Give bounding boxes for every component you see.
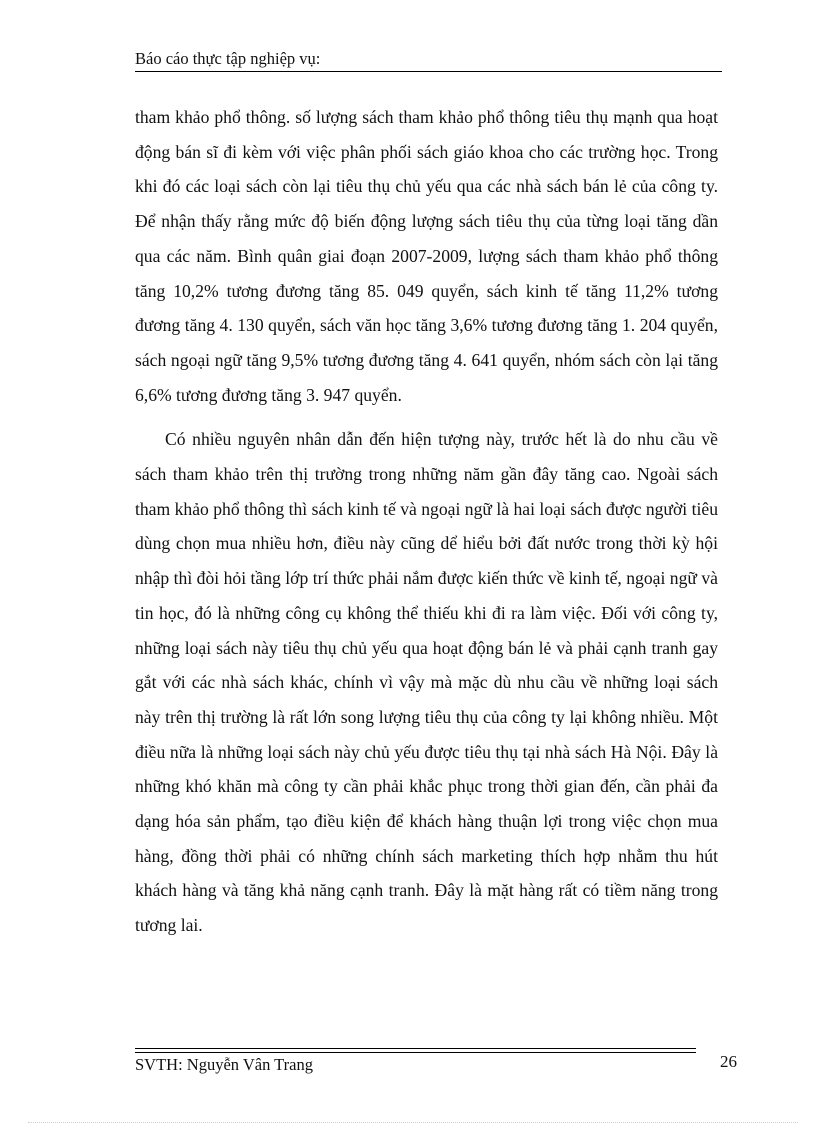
body-paragraph-1: tham khảo phổ thông. số lượng sách tham khảo phổ thông tiêu thụ mạnh qua hoạt động bán sĩ đi kèm với việc phân phối sách giáo khoa cho các trường học. Trong khi đó các loại sách còn lại tiêu thụ chủ yếu qua các nhà sách bán lẻ của công ty. Để nhận thấy rằng mức độ biến động lượng sách tiêu thụ của từng loại tăng dần qua các năm. Bình quân giai đoạn 2007-2009, lượng sách tham khảo phổ thông tăng 10,2% tương đương tăng 85. 049 quyển, sách kinh tế tăng 11,2% tương đương tăng 4. 130 quyển, sách văn học tăng 3,6% tương đương tăng 1. 204 quyển, sách ngoại ngữ tăng 9,5% tương đương tăng 4. 641 quyển, nhóm sách còn lại tăng 6,6% tương đương tăng 3. 947 quyển. (135, 107, 718, 405)
page-number: 26 (720, 1052, 737, 1071)
document-body (135, 100, 718, 943)
footer-divider-top (135, 1048, 696, 1049)
footer-divider-bottom (135, 1052, 696, 1053)
running-header: Báo cáo thực tập nghiệp vụ: (135, 49, 321, 68)
body-paragraph-2: Có nhiều nguyên nhân dẫn đến hiện tượng này, trước hết là do nhu cầu về sách tham khảo trên thị trường trong những năm gần đây tăng cao. Ngoài sách tham khảo phổ thông thì sách kinh tế và ngoại ngữ là hai loại sách được người tiêu dùng chọn mua nhiều hơn, điều này cũng dể hiểu bởi đất nước trong thời kỳ hội nhập thì đòi hỏi tầng lớp trí thức phải nắm được kiến thức về kinh tế, ngoại ngữ và tin học, đó là những công cụ không thể thiếu khi đi ra làm việc. Đối với công ty, những loại sách này tiêu thụ chủ yếu qua hoạt động bán lẻ và phải cạnh tranh gay gắt với các nhà sách khác, chính vì vậy mà mặc dù nhu cầu về những loại sách này trên thị trường là rất lớn song lượng tiêu thụ của công ty lại không nhiều. Một điều nữa là những loại sách này chủ yếu được tiêu thụ tại nhà sách Hà Nội. Đây là những khó khăn mà công ty cần phải khắc phục trong thời gian đến, cần phải đa dạng hóa sản phẩm, tạo điều kiện để khách hàng thuận lợi trong việc chọn mua hàng, đồng thời phải có những chính sách marketing thích hợp nhằm thu hút khách hàng và tăng khả năng cạnh tranh. Đây là mặt hàng rất có tiềm năng trong tương lai. (135, 429, 718, 936)
footer-author: SVTH: Nguyễn Vân Trang (135, 1055, 313, 1074)
header-divider (135, 71, 722, 72)
